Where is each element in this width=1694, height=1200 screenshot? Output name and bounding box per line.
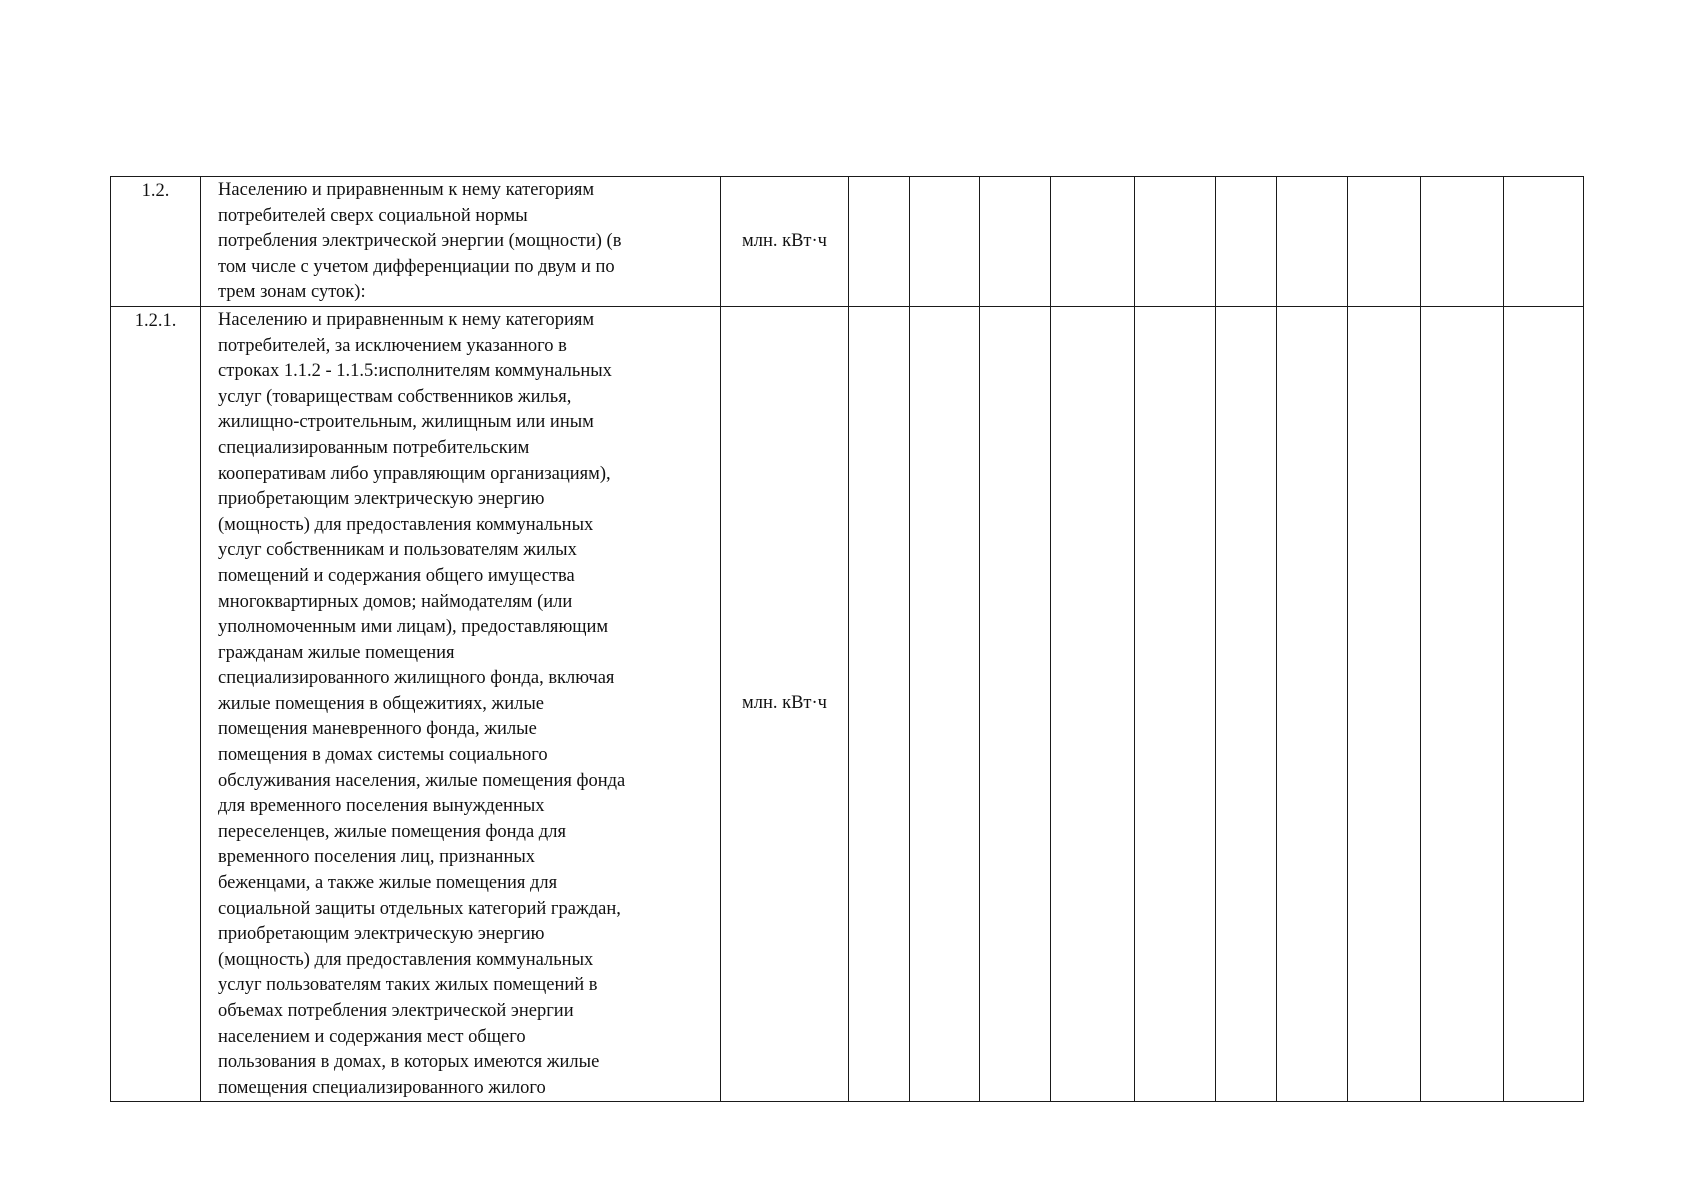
row-unit: млн. кВт·ч <box>721 177 849 307</box>
value-cell <box>980 177 1051 307</box>
description-line: социальной защиты отдельных категорий граждан, <box>218 898 621 919</box>
table-row <box>111 177 1584 307</box>
description-line: беженцами, а также жилые помещения для <box>218 873 558 894</box>
value-cell <box>1277 306 1348 1101</box>
row-number: 1.2. <box>111 177 201 307</box>
value-cell <box>1348 177 1421 307</box>
row-unit: млн. кВт·ч <box>721 306 849 1101</box>
description-line: потребителей сверх социальной нормы <box>218 205 528 226</box>
value-cell <box>1051 306 1135 1101</box>
description-line: жилые помещения в общежитиях, жилые <box>218 693 544 714</box>
description-line: (мощность) для предоставления коммунальных <box>218 514 594 535</box>
description-line: жилищно-строительным, жилищным или иным <box>218 412 594 433</box>
description-line: уполномоченным ими лицам), предоставляющим <box>218 617 609 638</box>
description-line: переселенцев, жилые помещения фонда для <box>218 821 566 842</box>
value-cell <box>849 177 910 307</box>
value-cell <box>1421 306 1504 1101</box>
description-line: Населению и приравненным к нему категориям <box>218 309 595 330</box>
description-line: (мощность) для предоставления коммунальных <box>218 949 594 970</box>
description-line: кооперативам либо управляющим организациям), <box>218 463 611 484</box>
description-line: приобретающим электрическую энергию <box>218 489 545 510</box>
description-line: потребления электрической энергии (мощности) (в <box>218 231 622 252</box>
value-cell <box>1135 177 1216 307</box>
description-line: услуг собственникам и пользователям жилых <box>218 540 577 561</box>
tariff-table <box>110 176 1584 1102</box>
description-line: помещения в домах системы социального <box>218 745 548 766</box>
value-cell <box>1348 306 1421 1101</box>
description-line: помещения маневренного фонда, жилые <box>218 719 537 740</box>
description-line: пользования в домах, в которых имеются жилые <box>218 1052 600 1073</box>
description-line: помещения специализированного жилого <box>218 1077 546 1098</box>
value-cell <box>1216 177 1277 307</box>
table-row <box>111 306 1584 1101</box>
value-cell <box>1421 177 1504 307</box>
description-line: объемах потребления электрической энергии <box>218 1001 574 1021</box>
description-line: приобретающим электрическую энергию <box>218 924 545 945</box>
description-line: временного поселения лиц, признанных <box>218 847 536 868</box>
description-line: обслуживания населения, жилые помещения фонда <box>218 770 626 791</box>
value-cell <box>910 306 980 1101</box>
description-line: гражданам жилые помещения <box>218 642 455 663</box>
description-line: услуг (товариществам собственников жилья, <box>218 386 572 407</box>
value-cell <box>1504 306 1584 1101</box>
description-line: многоквартирных домов; наймодателям (или <box>218 591 573 612</box>
description-line: Населению и приравненным к нему категориям <box>218 180 595 200</box>
value-cell <box>1051 177 1135 307</box>
value-cell <box>980 306 1051 1101</box>
description-line: том числе с учетом дифференциации по двум и по <box>218 256 615 277</box>
row-description <box>201 306 721 1101</box>
value-cell <box>1504 177 1584 307</box>
value-cell <box>849 306 910 1101</box>
value-cell <box>1216 306 1277 1101</box>
description-line: помещений и содержания общего имущества <box>218 565 575 586</box>
row-number: 1.2.1. <box>111 306 201 1101</box>
row-description <box>201 177 721 307</box>
table-body <box>111 177 1584 1102</box>
value-cell <box>1277 177 1348 307</box>
value-cell <box>910 177 980 307</box>
description-line: специализированного жилищного фонда, включая <box>218 668 615 689</box>
description-line: потребителей, за исключением указанного в <box>218 335 567 356</box>
description-line: специализированным потребительским <box>218 437 530 458</box>
description-line: для временного поселения вынужденных <box>218 796 545 817</box>
description-line: строках 1.1.2 - 1.1.5:исполнителям коммунальных <box>218 361 612 382</box>
value-cell <box>1135 306 1216 1101</box>
description-line: услуг пользователям таких жилых помещений в <box>218 975 598 996</box>
description-line: населением и содержания мест общего <box>218 1026 526 1047</box>
description-line: трем зонам суток): <box>218 282 366 303</box>
